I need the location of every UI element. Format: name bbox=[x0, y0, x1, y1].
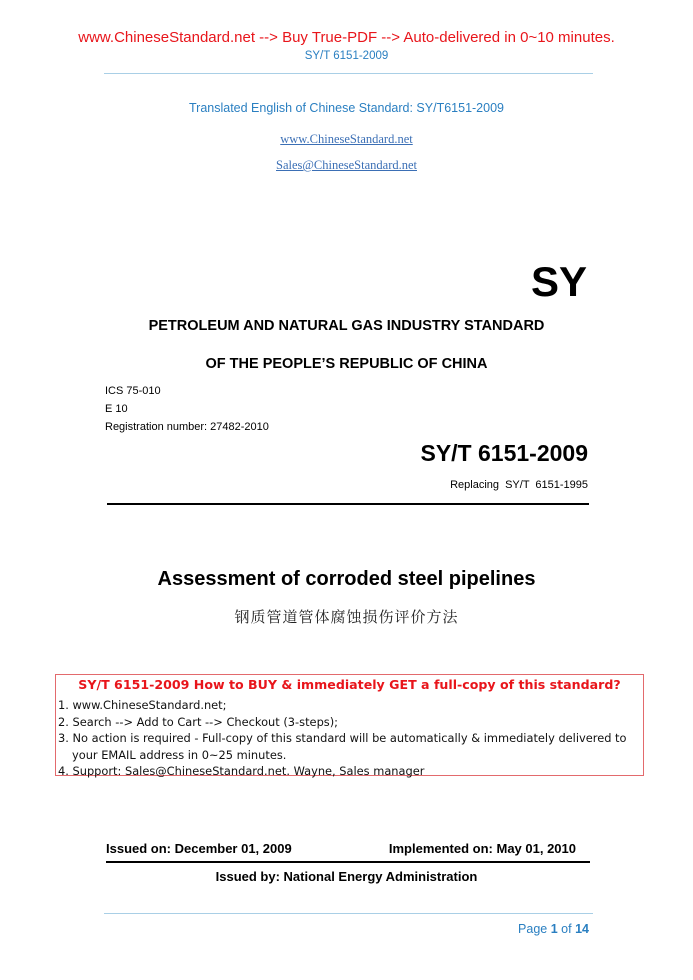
page-of-label: of bbox=[561, 922, 572, 936]
standard-number: SY/T 6151-2009 bbox=[420, 440, 588, 466]
header-standard-code: SY/T 6151-2009 bbox=[304, 50, 389, 62]
implemented-on-date: Implemented on: May 01, 2010 bbox=[388, 841, 576, 856]
purchase-step-1: 1. www.ChineseStandard.net; bbox=[58, 698, 227, 712]
title-divider bbox=[107, 503, 589, 505]
registration-number: Registration number: 27482-2010 bbox=[105, 421, 269, 433]
replacing-standard: Replacing SY/T 6151-1995 bbox=[450, 479, 588, 491]
purchase-step-3: 3. No action is required - Full-copy of this standard will be automatically & immediately delivered to bbox=[58, 731, 627, 745]
website-link-row bbox=[0, 130, 693, 148]
page-indicator bbox=[518, 922, 589, 936]
document-title: Assessment of corroded steel pipelines bbox=[157, 568, 536, 590]
footer-divider bbox=[104, 913, 593, 914]
industry-title-line1: PETROLEUM AND NATURAL GAS INDUSTRY STANDARD bbox=[148, 318, 545, 334]
header-divider bbox=[104, 73, 593, 74]
issued-on-date: Issued on: December 01, 2009 bbox=[106, 841, 292, 856]
purchase-box-title: SY/T 6151-2009 How to BUY & immediately GET a full-copy of this standard? bbox=[78, 677, 621, 692]
document-title-chinese: 钢质管道管体腐蚀损伤评价方法 bbox=[234, 608, 459, 626]
purchase-step-4: 4. Support: Sales@ChineseStandard.net. Wayne, Sales manager bbox=[58, 764, 425, 778]
page-current: 1 bbox=[550, 922, 558, 936]
purchase-info-box bbox=[55, 674, 644, 776]
ics-code: ICS 75-010 bbox=[105, 385, 161, 397]
purchase-step-2: 2. Search --> Add to Cart --> Checkout (3-steps); bbox=[58, 714, 339, 729]
issuing-authority: Issued by: National Energy Administration bbox=[215, 869, 478, 884]
page-total: 14 bbox=[575, 922, 589, 936]
industry-title-line2: OF THE PEOPLE’S REPUBLIC OF CHINA bbox=[205, 356, 488, 372]
purchase-steps-list bbox=[58, 697, 627, 780]
translated-label: Translated English of Chinese Standard: SY/T6151-2009 bbox=[188, 101, 504, 115]
page-label: Page bbox=[518, 922, 548, 936]
purchase-step-3-continued: your EMAIL address in 0~25 minutes. bbox=[72, 747, 287, 762]
standard-logo-code: SY bbox=[530, 258, 587, 305]
email-link[interactable]: Sales@ChineseStandard.net bbox=[276, 158, 417, 172]
email-link-row bbox=[0, 156, 693, 174]
website-link[interactable]: www.ChineseStandard.net bbox=[280, 132, 413, 146]
promo-banner[interactable]: www.ChineseStandard.net --> Buy True-PDF --> Auto-delivered in 0~10 minutes. bbox=[78, 29, 615, 46]
classification-code: E 10 bbox=[105, 403, 128, 415]
issue-divider bbox=[106, 861, 590, 863]
